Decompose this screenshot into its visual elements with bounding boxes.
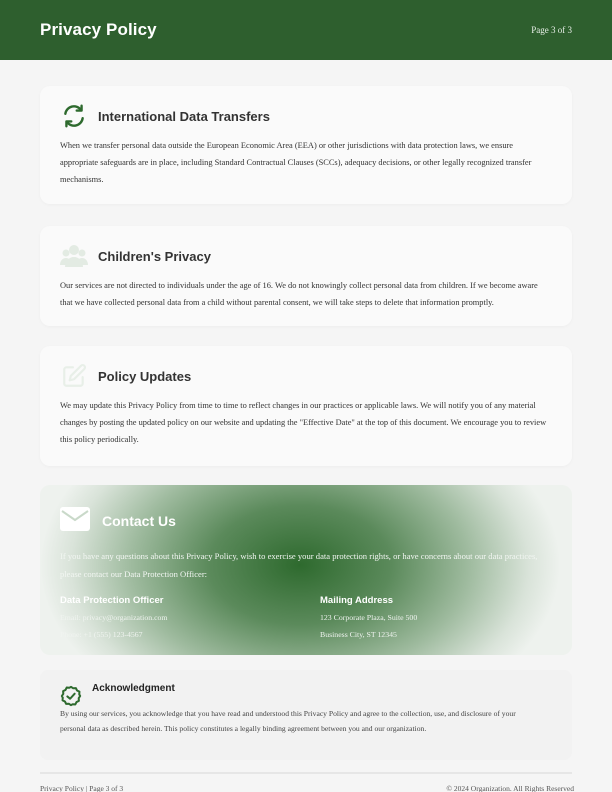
section-international-data-transfers (40, 86, 572, 204)
refresh-icon (60, 102, 88, 130)
section-body: We may update this Privacy Policy from time to time to reflect changes in our practices or applicable laws. We will notify you of any material changes by posting the updated policy on our website and updating the "Effective Date" at the top of this document. We encourage you to review this policy periodically. (60, 401, 547, 444)
section-body: When we transfer personal data outside the European Economic Area (EEA) or other jurisdictions with data protection laws, we ensure appropriate safeguards are in place, including Standard Contractual Clauses (SCCs), adequacy decisions, or other legally recognized transfer mechanisms. (60, 141, 532, 184)
section-header (60, 242, 211, 270)
acknowledgment-title: Acknowledgment (92, 683, 175, 694)
section-childrens-privacy (40, 226, 572, 326)
section-title: Children's Privacy (98, 248, 211, 264)
page-header (0, 0, 612, 60)
page-title: Privacy Policy (40, 20, 157, 39)
section-title: International Data Transfers (98, 108, 270, 124)
section-header (60, 362, 191, 390)
acknowledgment-body: By using our services, you acknowledge that you have read and understood this Privacy Policy and agree to the collection, use, and disclosure of your personal data as described herein. This policy constitutes a legally binding agreement between you and our organization. (60, 709, 516, 733)
page-indicator: Page 3 of 3 (531, 25, 572, 35)
address-line-2: Business City, ST 12345 (320, 630, 397, 639)
users-icon (60, 242, 88, 270)
address-line-1: 123 Corporate Plaza, Suite 500 (320, 613, 418, 622)
envelope-icon (60, 507, 90, 535)
address-heading: Mailing Address (320, 595, 394, 606)
footer-divider (40, 772, 572, 774)
footer-copyright: © 2024 Organization. All Rights Reserved (446, 784, 574, 792)
officer-heading: Data Protection Officer (60, 595, 164, 606)
section-title: Policy Updates (98, 368, 192, 384)
acknowledgment-section (40, 670, 572, 760)
contact-section (40, 485, 572, 655)
section-policy-updates (40, 346, 572, 466)
officer-column (60, 595, 168, 643)
contact-title: Contact Us (102, 513, 176, 529)
officer-phone[interactable]: Phone: +1 (555) 123-4567 (60, 630, 143, 639)
contact-intro: If you have any questions about this Privacy Policy, wish to exercise your data protection rights, or have concerns about our data practices, please contact our Data Protection Officer: (60, 551, 538, 579)
address-column (320, 595, 417, 643)
officer-email[interactable]: Email: privacy@organization.com (60, 613, 168, 622)
footer-page-label: Privacy Policy | Page 3 of 3 (40, 784, 124, 792)
contact-header (60, 507, 176, 535)
edit-icon (60, 362, 88, 390)
section-body: Our services are not directed to individuals under the age of 16. We do not knowingly collect personal data from children. If we become aware that we have collected personal data from a child without parental consent, we will take steps to delete that information promptly. (60, 281, 538, 307)
section-header (60, 102, 270, 130)
